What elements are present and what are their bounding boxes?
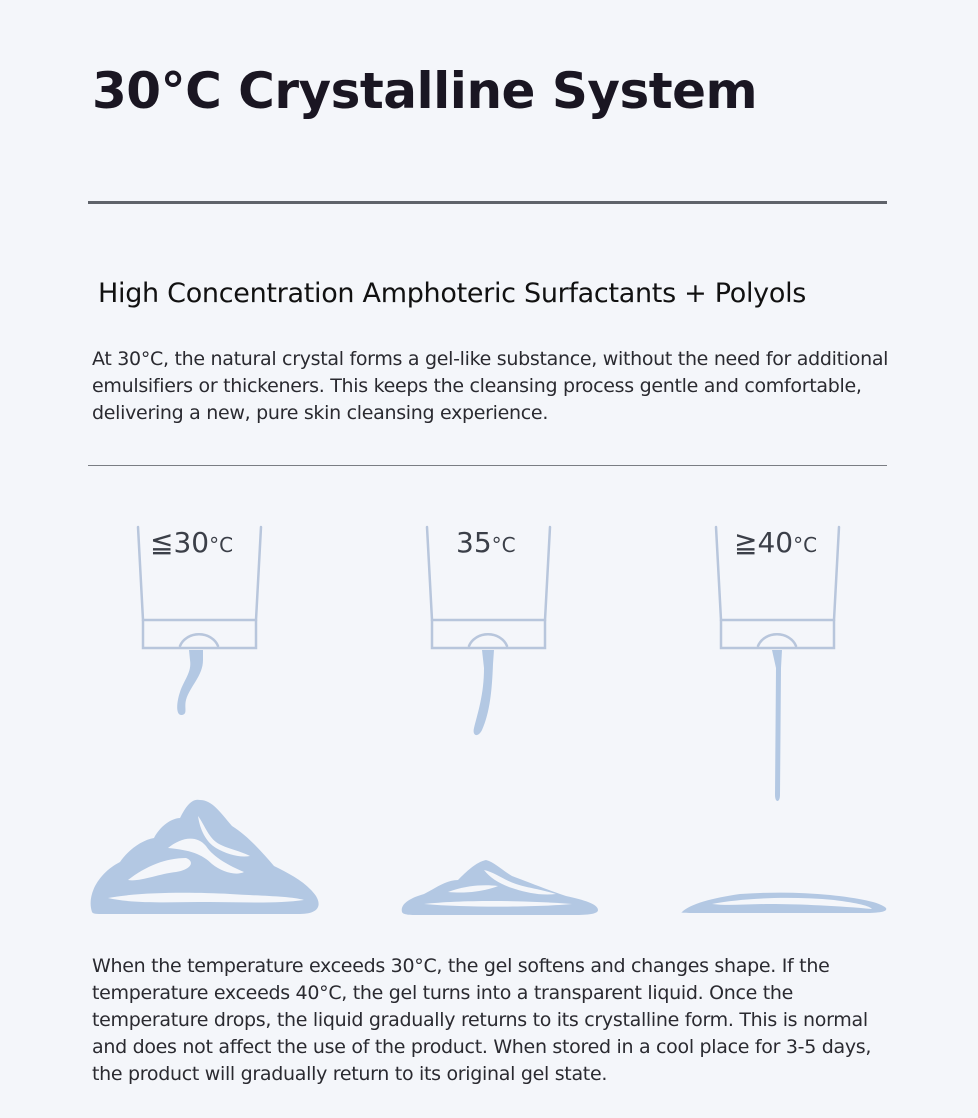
temp-label-warm xyxy=(456,526,516,559)
flow-hot xyxy=(772,650,782,801)
title-divider xyxy=(88,201,887,204)
outro-paragraph: When the temperature exceeds 30°C, the gel softens and changes shape. If the temperature exceeds 40°C, the gel turns into a transparent liquid. Once the temperature drops, the liquid gradually returns to its crystalline form. This is normal and does not affect the use of the product. When stored in a cool place for 3-5 days, the product will gradually return to its original gel state. xyxy=(92,955,872,1085)
temp-unit: °C xyxy=(793,533,818,557)
section-divider xyxy=(88,465,887,466)
temp-label-cold xyxy=(150,526,233,559)
gel-puddle-warm xyxy=(402,860,598,915)
flow-warm xyxy=(474,650,494,735)
temp-value: ≦30 xyxy=(150,526,210,559)
temperature-state-diagram xyxy=(0,510,978,930)
temp-label-hot xyxy=(734,526,817,559)
intro-paragraph: At 30°C, the natural crystal forms a gel-like substance, without the need for additional emulsifiers or thickeners. This keeps the cleansing process gentle and comfortable, delivering a new, pure skin cleansing experience. xyxy=(92,348,889,424)
section-subtitle: High Concentration Amphoteric Surfactants + Polyols xyxy=(98,278,807,309)
temp-unit: °C xyxy=(209,533,234,557)
temp-value: ≧40 xyxy=(734,526,794,559)
flow-cold xyxy=(177,650,203,715)
liquid-puddle-hot xyxy=(681,893,886,913)
page-title: 30°C Crystalline System xyxy=(92,62,758,120)
gel-mound-cold xyxy=(91,800,319,914)
temp-value: 35 xyxy=(456,526,492,559)
temp-unit: °C xyxy=(491,533,516,557)
